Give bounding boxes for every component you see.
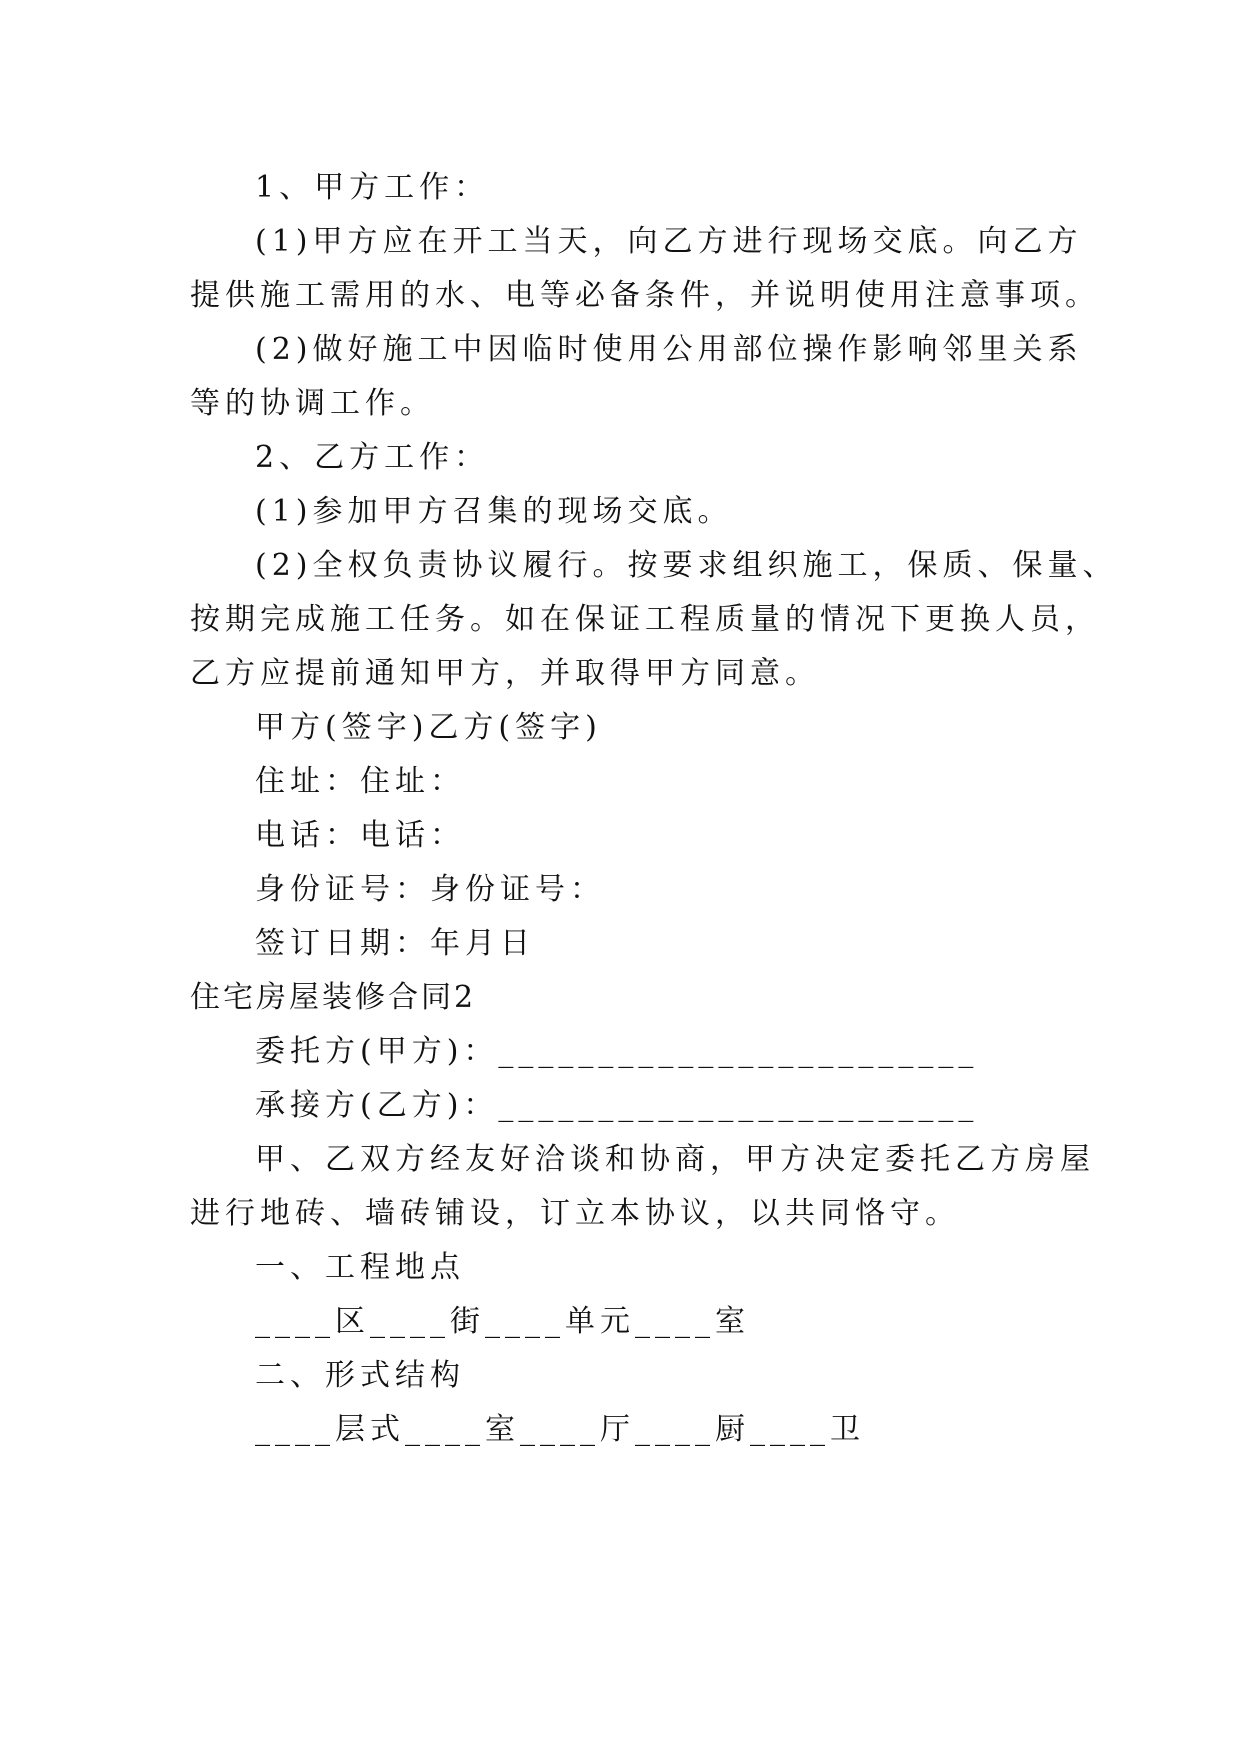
signature-line: 甲方(签字)乙方(签字) [255, 710, 602, 745]
party-b-duties-heading: 2、乙方工作： [255, 440, 490, 475]
section-1-heading: 一、工程地点 [255, 1250, 465, 1285]
building-structure-fields: ____层式____室____厅____厨____卫 [255, 1412, 865, 1447]
project-location-fields: ____区____街____单元____室 [255, 1304, 750, 1339]
address-line: 住址：住址： [255, 764, 465, 799]
contract-2-title: 住宅房屋装修合同2 [190, 980, 477, 1015]
phone-line: 电话：电话： [255, 818, 465, 853]
party-a-duty-2-line-2: 等的协调工作。 [190, 386, 435, 421]
party-b-duty-2-line-1: (2)全权负责协议履行。按要求组织施工，保质、保量、 [255, 548, 1118, 583]
id-number-line: 身份证号：身份证号： [255, 872, 605, 907]
party-a-duty-2-line-1: (2)做好施工中因临时使用公用部位操作影响邻里关系 [255, 332, 1083, 367]
party-b-duty-2-line-3: 乙方应提前通知甲方，并取得甲方同意。 [190, 656, 820, 691]
section-2-heading: 二、形式结构 [255, 1358, 465, 1393]
agreement-paragraph-line-2: 进行地砖、墙砖铺设，订立本协议，以共同恪守。 [190, 1196, 960, 1231]
party-a-duty-1-line-2: 提供施工需用的水、电等必备条件，并说明使用注意事项。 [190, 278, 1100, 313]
party-a-duties-heading: 1、甲方工作： [255, 170, 490, 205]
contractor-party-line: 承接方(乙方)：________________________ [255, 1088, 979, 1123]
party-a-duty-1-line-1: (1)甲方应在开工当天，向乙方进行现场交底。向乙方 [255, 224, 1083, 259]
client-party-line: 委托方(甲方)：________________________ [255, 1034, 979, 1069]
party-b-duty-2-line-2: 按期完成施工任务。如在保证工程质量的情况下更换人员， [190, 602, 1100, 637]
signing-date-line: 签订日期：年月日 [255, 926, 535, 961]
agreement-paragraph-line-1: 甲、乙双方经友好洽谈和协商，甲方决定委托乙方房屋 [255, 1142, 1095, 1177]
party-b-duty-1: (1)参加甲方召集的现场交底。 [255, 494, 733, 529]
